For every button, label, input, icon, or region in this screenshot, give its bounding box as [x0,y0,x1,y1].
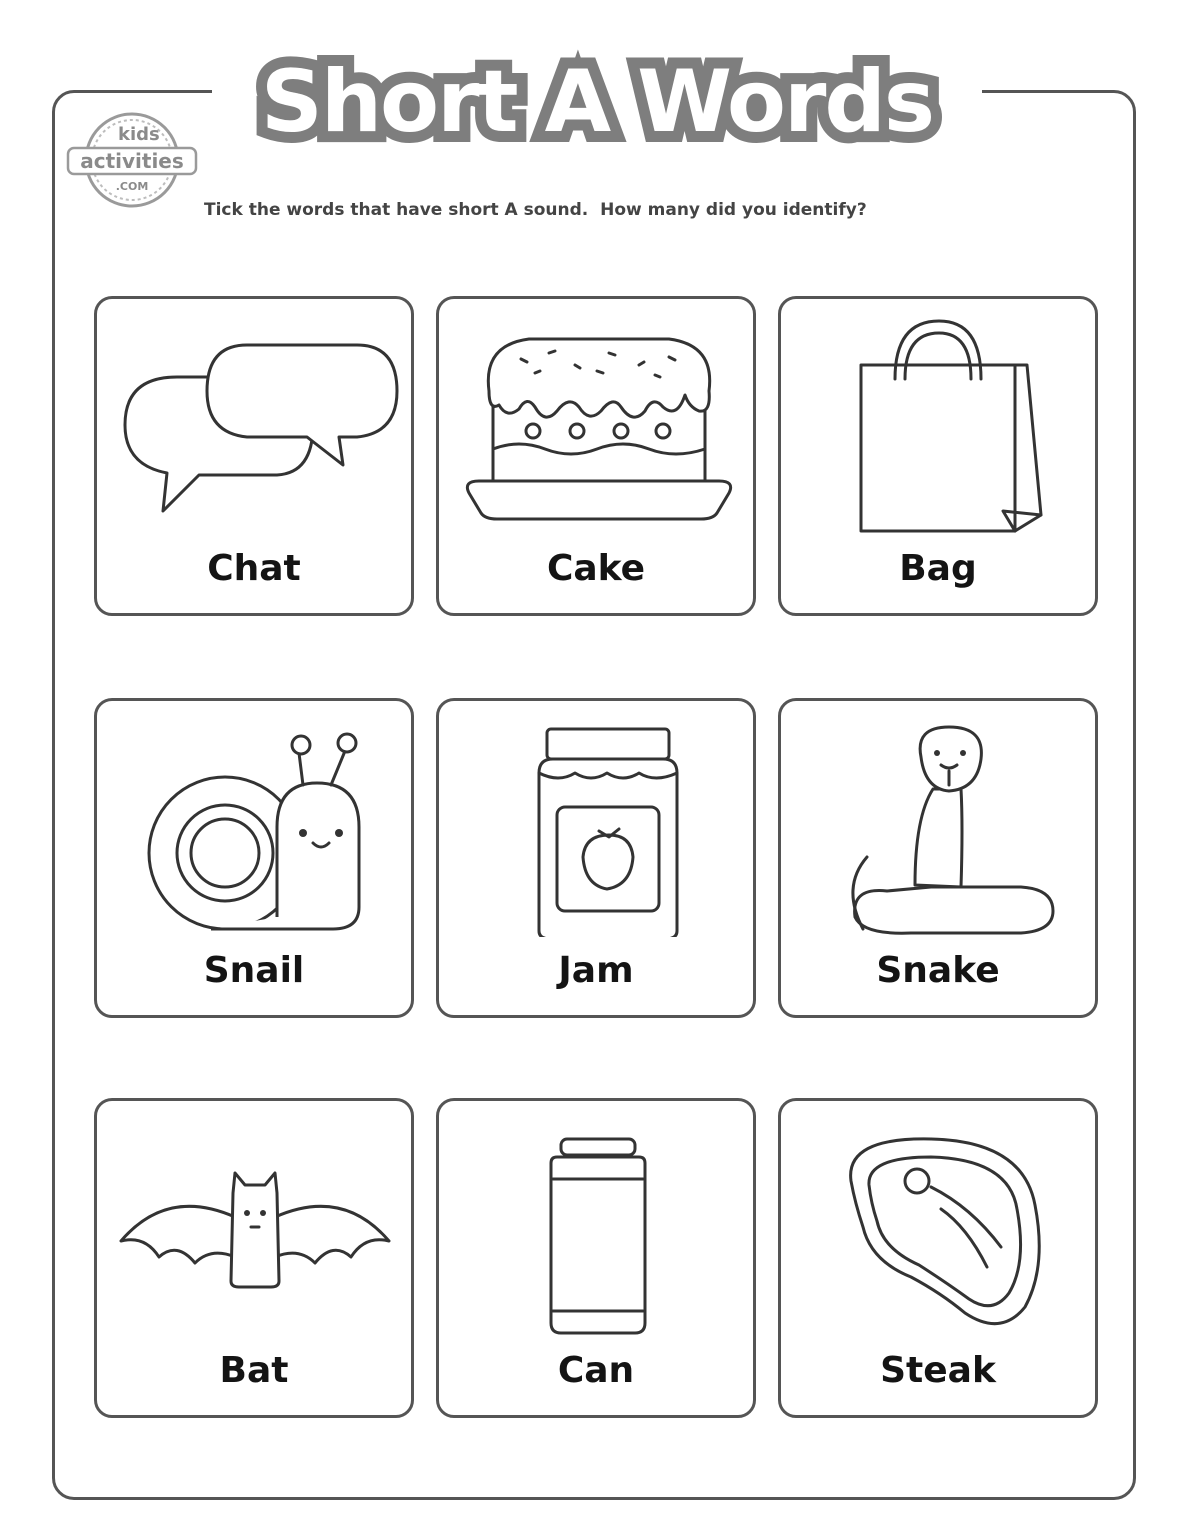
word-label: Snake [876,950,1000,991]
snake-icon [791,717,1087,937]
svg-text:kids: kids [118,124,160,145]
instructions-text: Tick the words that have short A sound. How many did you identify? [204,200,867,220]
word-label: Can [557,1350,635,1391]
word-label: Bag [899,548,977,589]
word-card-can[interactable] [436,1098,756,1418]
word-label: Steak [880,1350,996,1391]
speech-bubbles-icon [107,315,403,535]
word-card-cake[interactable] [436,296,756,616]
word-label: Cake [546,548,646,589]
title-banner [212,50,982,154]
can-icon [449,1117,745,1337]
bat-icon [107,1117,403,1337]
word-label: Jam [558,950,634,991]
page-title: Short A Words [260,52,934,152]
word-card-snail[interactable] [94,698,414,1018]
word-card-jam[interactable] [436,698,756,1018]
steak-icon [791,1117,1087,1337]
word-card-bat[interactable] [94,1098,414,1418]
word-card-steak[interactable] [778,1098,1098,1418]
jam-jar-icon [449,717,745,937]
cake-icon [449,315,745,535]
word-label: Snail [203,950,305,991]
word-card-bag[interactable] [778,296,1098,616]
word-label: Bat [219,1350,289,1391]
word-card-chat[interactable] [94,296,414,616]
svg-text:activities: activities [80,149,184,173]
shopping-bag-icon [791,315,1087,535]
svg-text:.COM: .COM [115,180,149,193]
word-label: Chat [207,548,301,589]
snail-icon [107,717,403,937]
kids-activities-logo [66,110,198,210]
word-card-snake[interactable] [778,698,1098,1018]
